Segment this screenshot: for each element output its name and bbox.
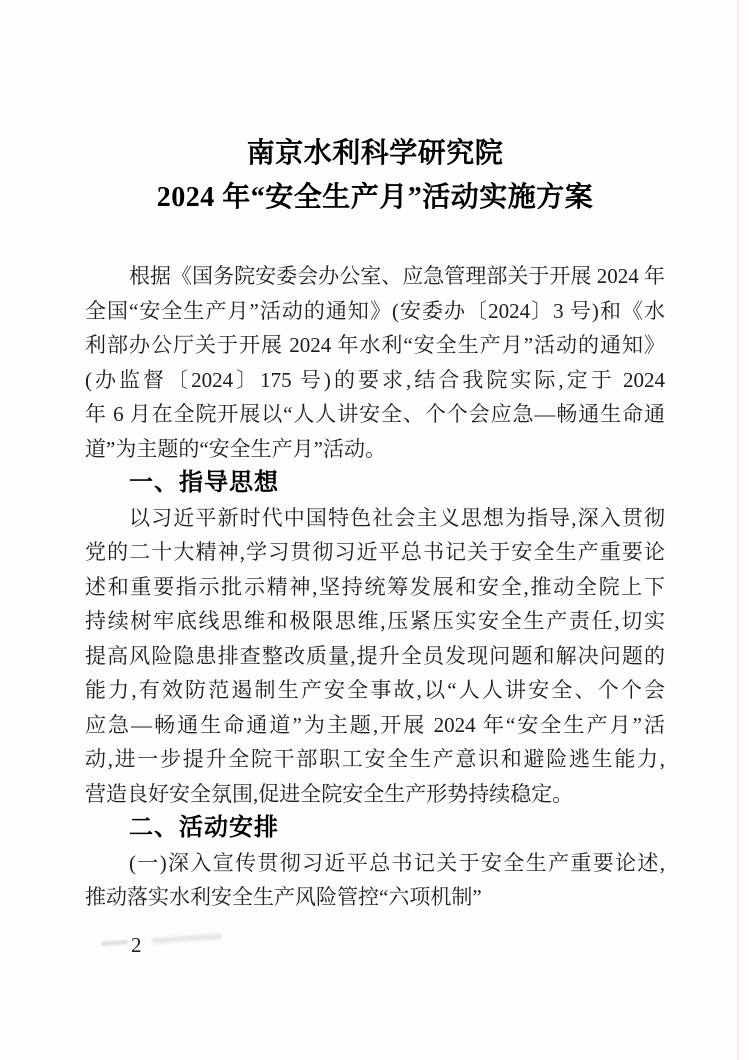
intro-paragraph-line: 全国“安全生产月”活动的通知》(安委办〔2024〕3 号)和《水	[85, 298, 665, 323]
intro-paragraph-line: 道”为主题的“安全生产月”活动。	[85, 436, 386, 461]
intro-paragraph-line: 利部办公厅关于开展 2024 年水利“安全生产月”活动的通知》	[85, 333, 665, 357]
intro-paragraph-line: 根据《国务院安委会办公室、应急管理部关于开展 2024 年	[129, 264, 665, 288]
scan-smudge	[152, 934, 222, 944]
document-body	[85, 259, 665, 915]
section-heading-activity-arrangement: 二、活动安排	[129, 814, 279, 841]
section1-paragraph-line: 提高风险隐患排查整改质量,提升全员发现问题和解决问题的	[85, 643, 665, 668]
section1-paragraph-line: 能力,有效防范遏制生产安全事故,以“人人讲安全、个个会	[85, 678, 665, 702]
section1-paragraph-line: 以习近平新时代中国特色社会主义思想为指导,深入贯彻	[129, 505, 665, 530]
page-number: 2	[131, 933, 142, 957]
section1-paragraph-line: 持续树牢底线思维和极限思维,压紧压实安全生产责任,切实	[85, 609, 665, 633]
section1-paragraph-line: 党的二十大精神,学习贯彻习近平总书记关于安全生产重要论	[85, 540, 665, 564]
section2-subsection-line: (一)深入宣传贯彻习近平总书记关于安全生产重要论述,	[129, 850, 665, 875]
section2-subsection-line: 推动落实水利安全生产风险管控“六项机制”	[85, 885, 482, 909]
intro-paragraph-line: (办监督〔2024〕175 号)的要求,结合我院实际,定于 2024	[85, 367, 665, 392]
scan-smudge	[101, 940, 128, 946]
section-heading-guiding-ideology: 一、指导思想	[129, 469, 279, 496]
section1-paragraph-line: 述和重要指示批示精神,坚持统筹发展和安全,推动全院上下	[85, 574, 665, 599]
title-line-1: 南京水利科学研究院	[246, 138, 504, 169]
section1-paragraph-line: 应急—畅通生命通道”为主题,开展 2024 年“安全生产月”活	[85, 712, 665, 737]
scan-edge-artifact	[737, 0, 739, 1060]
section1-paragraph-line: 动,进一步提升全院干部职工安全生产意识和避险逃生能力,	[85, 747, 665, 771]
title-line-2: 2024 年“安全生产月”活动实施方案	[156, 182, 594, 213]
section1-paragraph-line: 营造良好安全氛围,促进全院安全生产形势持续稳定。	[85, 781, 574, 806]
intro-paragraph-line: 年 6 月在全院开展以“人人讲安全、个个会应急—畅通生命通	[85, 402, 665, 426]
document-title	[85, 132, 665, 220]
